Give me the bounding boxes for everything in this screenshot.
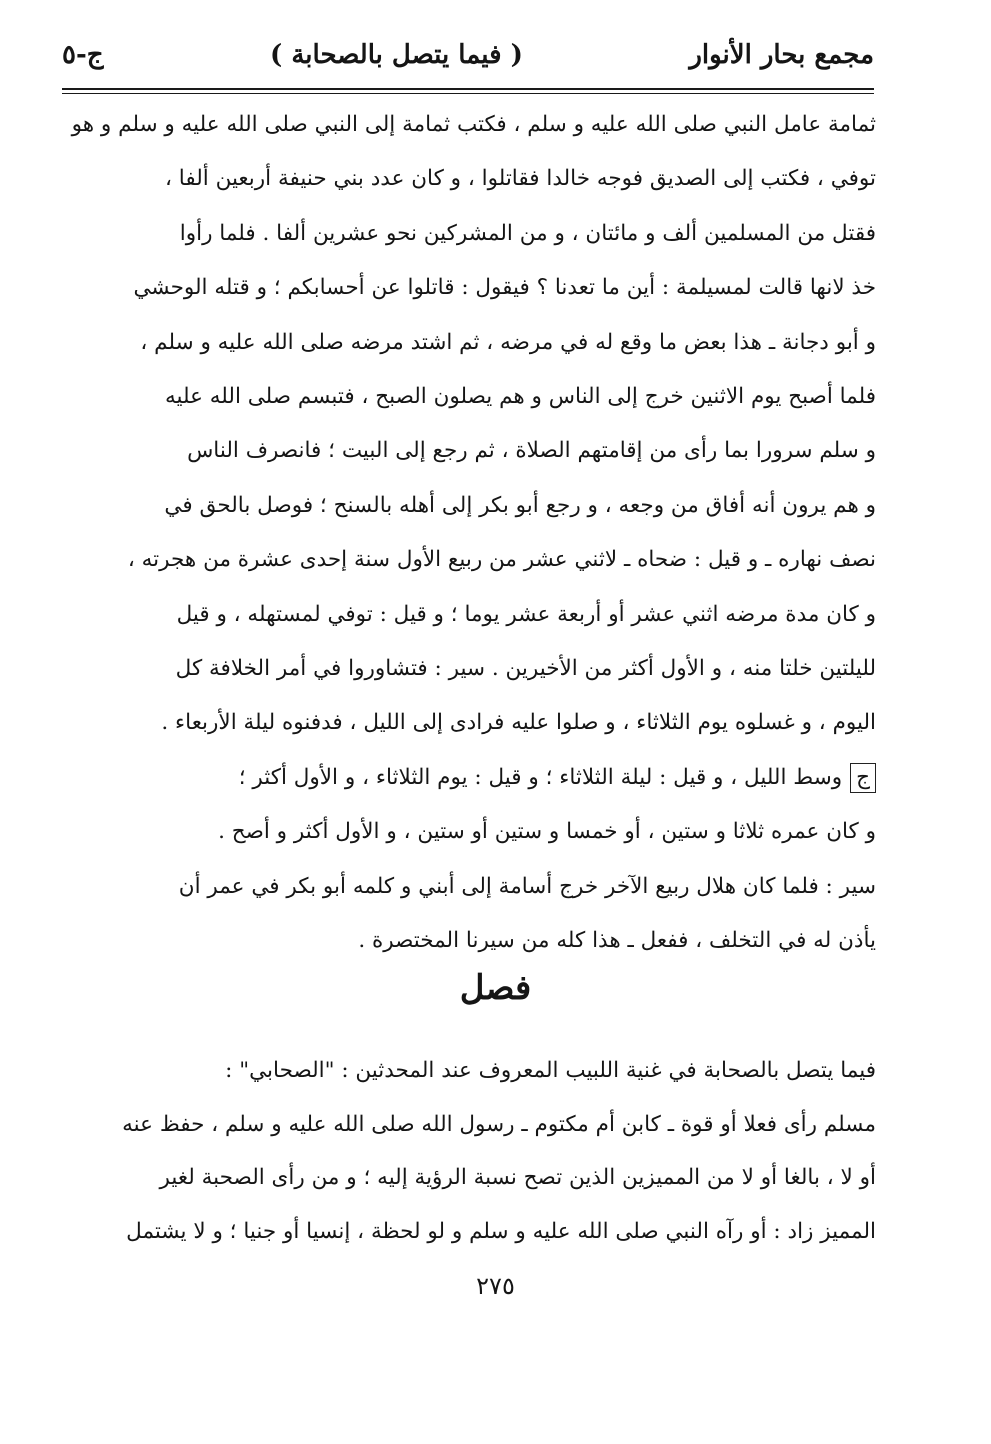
text-line-with-marker bbox=[68, 751, 876, 805]
text-line: و كان مدة مرضه اثني عشر أو أربعة عشر يوما ؛ و قيل : توفي لمستهله ، و قيل bbox=[176, 601, 876, 627]
text-line: لليلتين خلتا منه ، و الأول أكثر من الأخيرين . سير : فتشاوروا في أمر الخلافة كل bbox=[175, 656, 876, 682]
running-header bbox=[62, 30, 874, 80]
page-number: ٢٧٥ bbox=[476, 1272, 515, 1300]
text-line: المميز زاد : أو رآه النبي صلى الله عليه و سلم و لو لحظة ، إنسيا أو جنيا ؛ و لا يشتمل bbox=[126, 1218, 876, 1244]
volume-number: ج-٥ bbox=[62, 40, 104, 70]
text-line: خذ لانها قالت لمسيلمة : أين ما تعدنا ؟ فيقول : قاتلوا عن أحسابكم ؛ و قتله الوحشي bbox=[133, 275, 876, 301]
text-line: و هم يرون أنه أفاق من وجعه ، و رجع أبو بكر إلى أهله بالسنح ؛ فوصل بالحق في bbox=[164, 492, 876, 518]
text-line: مسلم رأى فعلا أو قوة ـ كابن أم مكتوم ـ رسول الله صلى الله عليه و سلم ، حفظ عنه bbox=[122, 1111, 876, 1137]
text-line: أو لا ، بالغا أو لا من المميزين الذين تصح نسبة الرؤية إليه ؛ و من رأى الصحبة لغير bbox=[159, 1165, 876, 1190]
header-rule bbox=[62, 88, 874, 90]
text-line: سير : فلما كان هلال ربيع الآخر خرج أسامة إلى أبني و كلمه أبو بكر في عمر أن bbox=[178, 873, 876, 899]
text-line: و سلم سرورا بما رأى من إقامتهم الصلاة ، ثم رجع إلى البيت ؛ فانصرف الناس bbox=[187, 438, 876, 464]
text-line: يأذن له في التخلف ، ففعل ـ هذا كله من سيرنا المختصرة . bbox=[358, 928, 876, 954]
text-line: فقتل من المسلمين ألف و مائتان ، و من المشركين نحو عشرين ألفا . فلما رأوا bbox=[179, 220, 876, 246]
text-line: ثمامة عامل النبي صلى الله عليه و سلم ، فكتب ثمامة إلى النبي صلى الله عليه و سلم و هو bbox=[71, 112, 876, 137]
text-line: نصف نهاره ـ و قيل : ضحاه ـ لاثني عشر من ربيع الأول سنة إحدى عشرة من هجرته ، bbox=[127, 547, 876, 573]
header-rule-thin bbox=[62, 93, 874, 94]
text-line: وسط الليل ، و قيل : ليلة الثلاثاء ؛ و قيل : يوم الثلاثاء ، و الأول أكثر ؛ bbox=[238, 764, 843, 790]
jim-marker: ج bbox=[850, 763, 876, 793]
text-line: توفي ، فكتب إلى الصديق فوجه خالدا فقاتلوا ، و كان عدد بني حنيفة أربعين ألفا ، bbox=[165, 166, 876, 192]
main-text-block bbox=[68, 98, 876, 969]
text-line: اليوم ، و غسلوه يوم الثلاثاء ، و صلوا عليه فرادى إلى الليل ، فدفنوه ليلة الأربعاء . bbox=[161, 710, 876, 736]
text-line: و كان عمره ثلاثا و ستين ، أو خمسا و ستين أو ستين ، و الأول أكثر و أصح . bbox=[218, 819, 876, 845]
section-text-block bbox=[68, 1044, 876, 1258]
section-heading: فصل bbox=[459, 968, 532, 1008]
book-title: مجمع بحار الأنوار bbox=[689, 40, 874, 70]
text-line: و أبو دجانة ـ هذا بعض ما وقع له في مرضه ، ثم اشتد مرضه صلى الله عليه و سلم ، bbox=[140, 329, 876, 355]
section-title: ( فيما يتصل بالصحابة ) bbox=[270, 40, 523, 70]
text-line: فلما أصبح يوم الاثنين خرج إلى الناس و هم يصلون الصبح ، فتبسم صلى الله عليه bbox=[164, 384, 876, 410]
text-line: فيما يتصل بالصحابة في غنية اللبيب المعروف عند المحدثين : "الصحابي" : bbox=[225, 1058, 876, 1083]
